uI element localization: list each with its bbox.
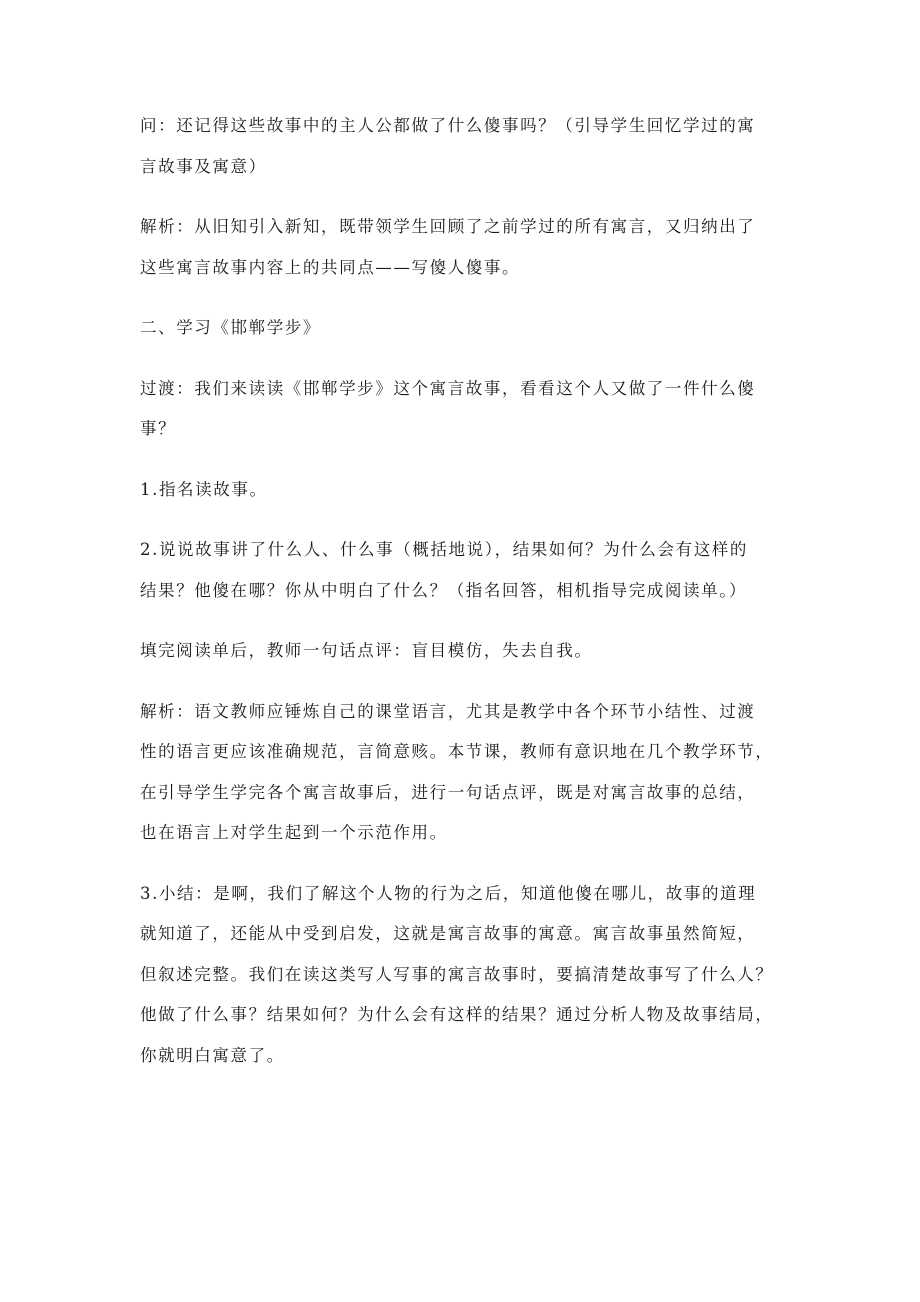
text-line: 也在语言上对学生起到一个示范作用。	[140, 823, 448, 842]
text-line: 结果？他傻在哪？你从中明白了什么？（指名回答，相机指导完成阅读单。）	[140, 580, 748, 600]
document-body	[140, 106, 780, 1096]
text-line: 解析：从旧知引入新知，既带领学生回顾了之前学过的所有寓言，又归纳出了	[140, 217, 756, 236]
paragraph-summary	[140, 874, 780, 1077]
text-line: 在引导学生学完各个寓言故事后，进行一句话点评，既是对寓言故事的总结，	[140, 782, 756, 802]
text-line: 过渡：我们来读读《邯郸学步》这个寓言故事，看看这个人又做了一件什么傻	[140, 378, 756, 398]
paragraph-transition	[140, 369, 780, 450]
text-line: 言故事及寓意）	[140, 156, 267, 176]
text-line: 1.指名读故事。	[140, 479, 268, 499]
text-line: 2.说说故事讲了什么人、什么事（概括地说），结果如何？为什么会有这样的	[140, 540, 748, 559]
paragraph-step-2	[140, 530, 780, 611]
paragraph-step-1	[140, 470, 780, 511]
text-line: 就知道了，还能从中受到启发，这就是寓言故事的寓意。寓言故事虽然简短，	[140, 924, 756, 943]
text-line: 事？	[140, 419, 177, 438]
paragraph-analysis-1	[140, 207, 780, 288]
text-line: 解析：语文教师应锤炼自己的课堂语言，尤其是教学中各个环节小结性、过渡	[140, 701, 756, 721]
text-line: 这些寓言故事内容上的共同点——写傻人傻事。	[140, 257, 521, 277]
text-line: 性的语言更应该准确规范，言简意赅。本节课，教师有意识地在几个教学环节，	[140, 742, 774, 761]
text-line: 填完阅读单后，教师一句话点评：盲目模仿，失去自我。	[140, 641, 593, 660]
paragraph-question	[140, 106, 780, 187]
heading-line: 二、学习《邯郸学步》	[140, 318, 321, 337]
paragraph-analysis-2	[140, 692, 780, 854]
text-line: 问：还记得这些故事中的主人公都做了什么傻事吗？（引导学生回忆学过的寓	[140, 116, 756, 135]
paragraph-review	[140, 631, 780, 672]
text-line: 他做了什么事？结果如何？为什么会有这样的结果？通过分析人物及故事结局，	[140, 1005, 774, 1024]
section-heading	[140, 308, 780, 349]
text-line: 3.小结：是啊，我们了解这个人物的行为之后，知道他傻在哪儿，故事的道理	[140, 883, 757, 903]
text-line: 但叙述完整。我们在读这类写人写事的寓言故事时，要搞清楚故事写了什么人？	[140, 964, 774, 984]
text-line: 你就明白寓意了。	[140, 1045, 285, 1065]
